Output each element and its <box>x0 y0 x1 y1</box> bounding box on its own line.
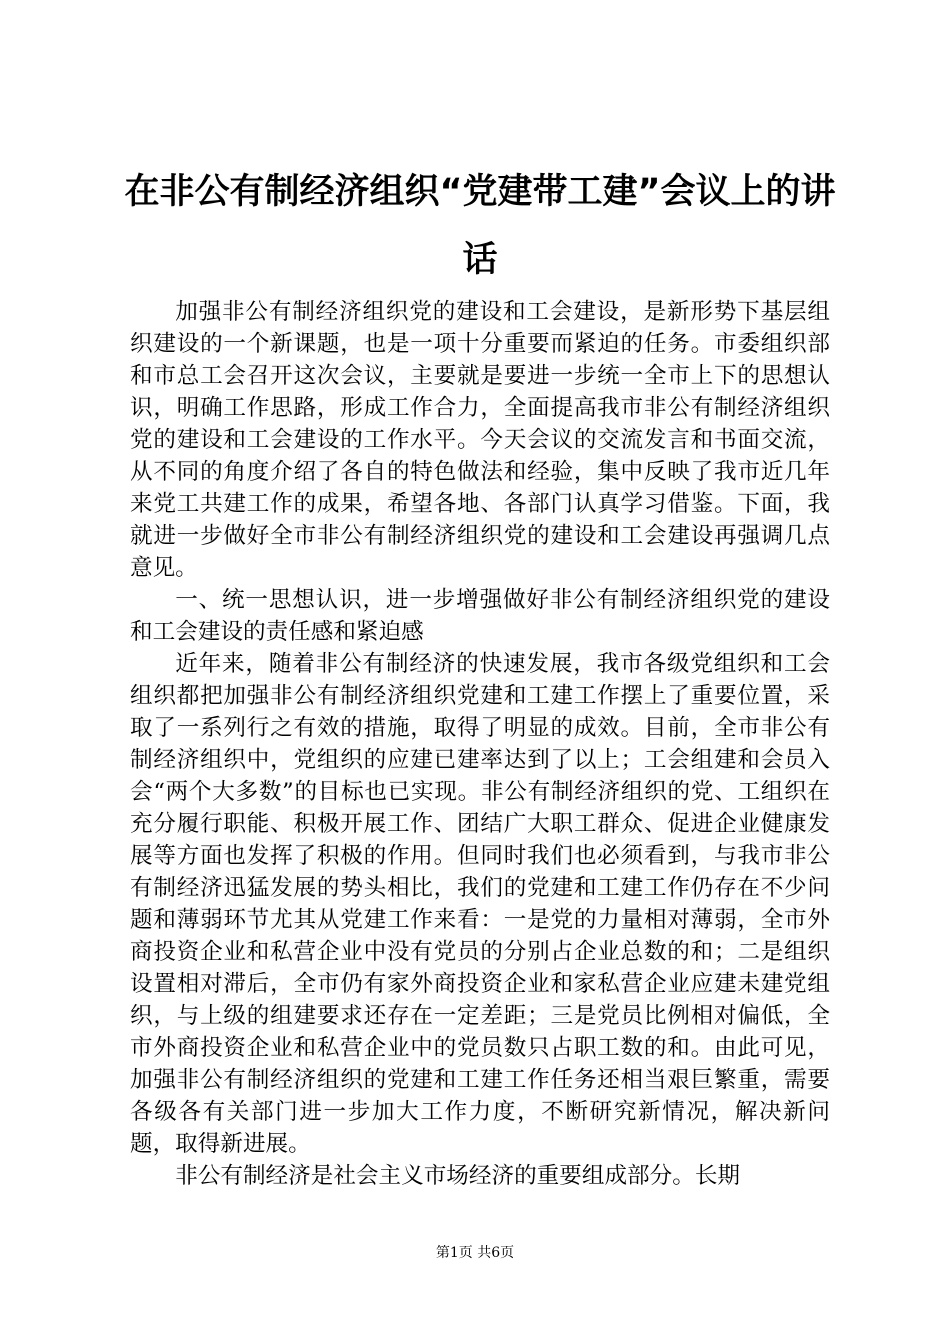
section-heading-1: 一、统一思想认识，进一步增强做好非公有制经济组织党的建设和工会建设的责任感和紧迫感 <box>130 587 830 645</box>
paragraph-intro: 加强非公有制经济组织党的建设和工会建设，是新形势下基层组织建设的一个新课题，也是一项十分重要而紧迫的任务。市委组织部和市总工会召开这次会议，主要就是要进一步统一全市上下的思想认识，明确工作思路，形成工作合力，全面提高我市非公有制经济组织党的建设和工会建设的工作水平。今天会议的交流发言和书面交流，从不同的角度介绍了各自的特色做法和经验，集中反映了我市近几年来党工共建工作的成果，希望各地、各部门认真学习借鉴。下面，我就进一步做好全市非公有制经济组织党的建设和工会建设再强调几点意见。 <box>130 299 830 581</box>
paragraph-progress: 近年来，随着非公有制经济的快速发展，我市各级党组织和工会组织都把加强非公有制经济组织党建和工建工作摆上了重要位置，采取了一系列行之有效的措施，取得了明显的成效。目前，全市非公有制经济组织中，党组织的应建已建率达到了以上；工会组建和会员入会“两个大多数”的目标也已实现。非公有制经济组织的党、工组织在充分履行职能、积极开展工作、团结广大职工群众、促进企业健康发展等方面也发挥了积极的作用。但同时我们也必须看到，与我市非公有制经济迅猛发展的势头相比，我们的党建和工建工作仍存在不少问题和薄弱环节尤其从党建工作来看：一是党的力量相对薄弱，全市外商投资企业和私营企业中没有党员的分别占企业总数的和；二是组织设置相对滞后，全市仍有家外商投资企业和家私营企业应建未建党组织，与上级的组建要求还存在一定差距；三是党员比例相对偏低，全市外商投资企业和私营企业中的党员数只占职工数的和。由此可见，加强非公有制经济组织的党建和工建工作任务还相当艰巨繁重，需要各级各有关部门进一步加大工作力度，不断研究新情况，解决新问题，取得新进展。 <box>130 651 830 1157</box>
paragraph-continuation: 非公有制经济是社会主义市场经济的重要组成部分。长期 <box>175 1163 741 1189</box>
page-footer: 第1页 共6页 <box>435 1245 515 1261</box>
document-body <box>130 296 830 1192</box>
document-title: 在非公有制经济组织“党建带工建”会议上的讲话 <box>124 172 836 280</box>
